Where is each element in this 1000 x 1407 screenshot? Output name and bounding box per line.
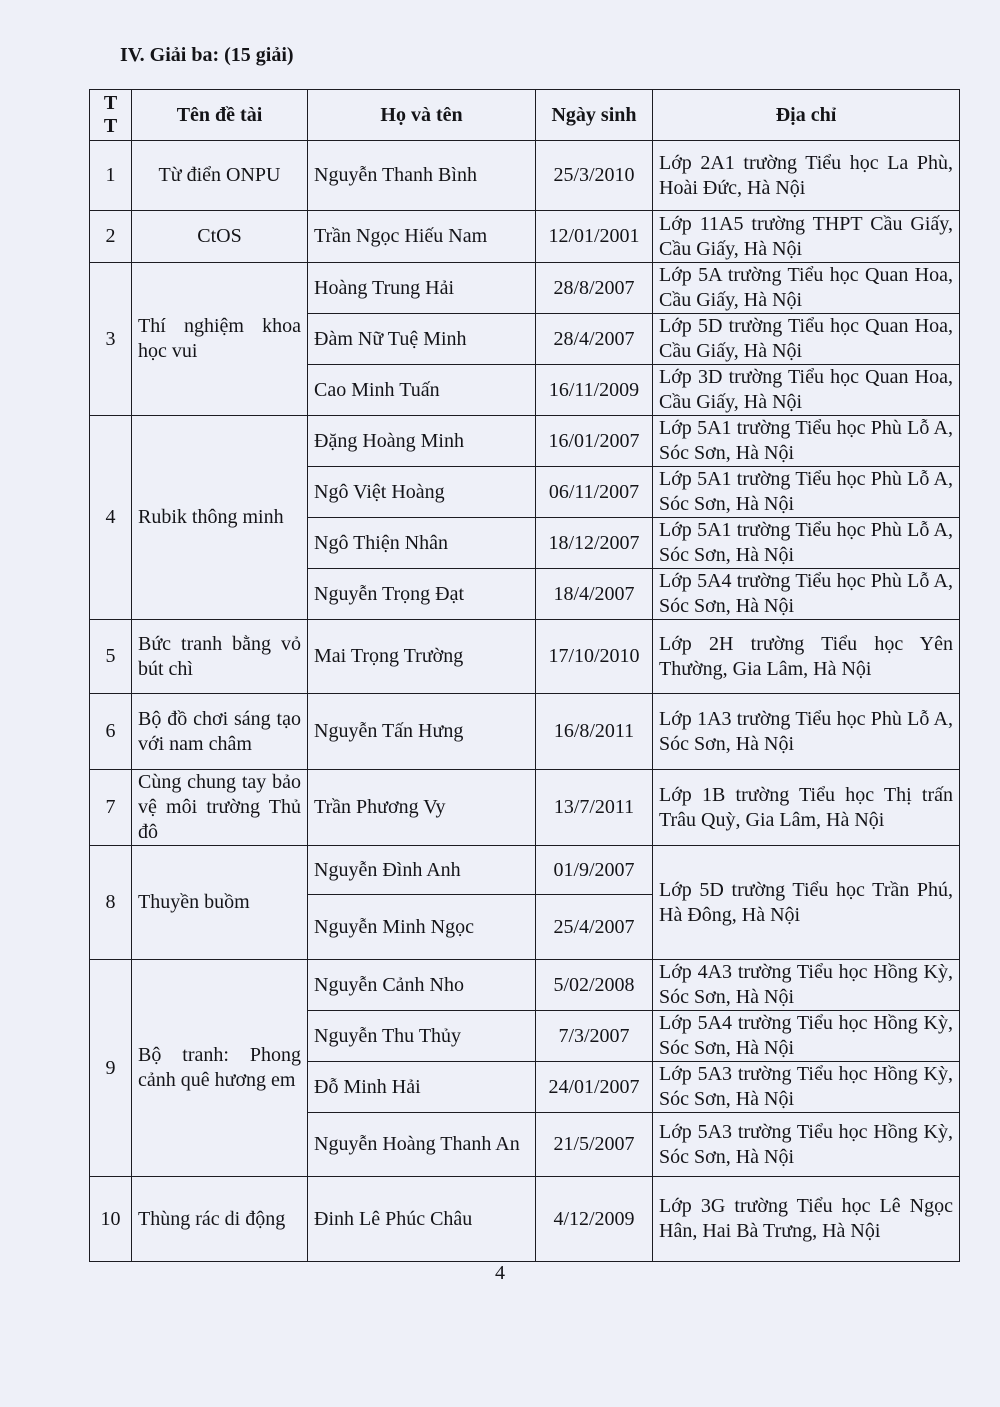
cell-name: Đặng Hoàng Minh — [308, 416, 536, 467]
cell-name: Hoàng Trung Hải — [308, 263, 536, 314]
col-header-tt — [90, 90, 132, 141]
cell-dob: 18/4/2007 — [536, 569, 653, 620]
cell-name: Đàm Nữ Tuệ Minh — [308, 314, 536, 365]
cell-address: Lớp 3D trường Tiểu học Quan Hoa, Cầu Giấy, Hà Nội — [653, 365, 960, 416]
cell-stt: 3 — [90, 263, 132, 416]
cell-name: Đỗ Minh Hải — [308, 1062, 536, 1113]
table-header-row — [90, 90, 960, 141]
cell-stt: 5 — [90, 620, 132, 694]
cell-name: Trần Phương Vy — [308, 770, 536, 846]
col-header-tt-line2: T — [103, 115, 118, 137]
cell-dob: 7/3/2007 — [536, 1011, 653, 1062]
cell-name: Nguyễn Minh Ngọc — [308, 895, 536, 960]
cell-address: Lớp 5A4 trường Tiểu học Phù Lỗ A, Sóc Sơn, Hà Nội — [653, 569, 960, 620]
cell-dob: 06/11/2007 — [536, 467, 653, 518]
cell-name: Ngô Thiện Nhân — [308, 518, 536, 569]
col-header-address: Địa chỉ — [653, 90, 960, 141]
cell-stt: 1 — [90, 141, 132, 211]
cell-name: Nguyễn Đình Anh — [308, 846, 536, 895]
cell-topic: Cùng chung tay bảo vệ môi trường Thủ đô — [132, 770, 308, 846]
cell-dob: 18/12/2007 — [536, 518, 653, 569]
cell-name: Nguyễn Thu Thủy — [308, 1011, 536, 1062]
cell-topic: Thuyền buồm — [132, 846, 308, 960]
cell-dob: 13/7/2011 — [536, 770, 653, 846]
cell-topic: CtOS — [132, 211, 308, 263]
cell-dob: 24/01/2007 — [536, 1062, 653, 1113]
cell-name: Ngô Việt Hoàng — [308, 467, 536, 518]
awards-table — [89, 89, 960, 1262]
cell-address: Lớp 5A3 trường Tiểu học Hồng Kỳ, Sóc Sơn, Hà Nội — [653, 1062, 960, 1113]
cell-address: Lớp 11A5 trường THPT Cầu Giấy, Cầu Giấy, Hà Nội — [653, 211, 960, 263]
col-header-name: Họ và tên — [308, 90, 536, 141]
cell-dob: 25/4/2007 — [536, 895, 653, 960]
cell-dob: 21/5/2007 — [536, 1113, 653, 1177]
cell-topic: Từ điển ONPU — [132, 141, 308, 211]
cell-stt: 2 — [90, 211, 132, 263]
cell-address: Lớp 2H trường Tiểu học Yên Thường, Gia Lâm, Hà Nội — [653, 620, 960, 694]
cell-address: Lớp 3G trường Tiểu học Lê Ngọc Hân, Hai Bà Trưng, Hà Nội — [653, 1177, 960, 1262]
cell-topic: Bộ đồ chơi sáng tạo với nam châm — [132, 694, 308, 770]
table-row — [90, 263, 960, 314]
cell-dob: 16/8/2011 — [536, 694, 653, 770]
col-header-tt-line1: T — [103, 92, 118, 114]
table-row — [90, 620, 960, 694]
cell-dob: 16/11/2009 — [536, 365, 653, 416]
table-row — [90, 416, 960, 467]
table-row — [90, 960, 960, 1011]
section-heading: IV. Giải ba: (15 giải) — [120, 44, 294, 66]
cell-address: Lớp 1A3 trường Tiểu học Phù Lỗ A, Sóc Sơn, Hà Nội — [653, 694, 960, 770]
cell-dob: 25/3/2010 — [536, 141, 653, 211]
cell-address: Lớp 1B trường Tiểu học Thị trấn Trâu Quỳ, Gia Lâm, Hà Nội — [653, 770, 960, 846]
cell-name: Nguyễn Hoàng Thanh An — [308, 1113, 536, 1177]
cell-dob: 17/10/2010 — [536, 620, 653, 694]
cell-topic: Bộ tranh: Phong cảnh quê hương em — [132, 960, 308, 1177]
cell-address: Lớp 5A3 trường Tiểu học Hồng Kỳ, Sóc Sơn, Hà Nội — [653, 1113, 960, 1177]
cell-stt: 10 — [90, 1177, 132, 1262]
cell-topic: Bức tranh bằng vỏ bút chì — [132, 620, 308, 694]
cell-dob: 28/4/2007 — [536, 314, 653, 365]
cell-stt: 8 — [90, 846, 132, 960]
cell-stt: 4 — [90, 416, 132, 620]
cell-topic: Thí nghiệm khoa học vui — [132, 263, 308, 416]
cell-name: Mai Trọng Trường — [308, 620, 536, 694]
cell-stt: 7 — [90, 770, 132, 846]
cell-name: Trần Ngọc Hiếu Nam — [308, 211, 536, 263]
cell-dob: 28/8/2007 — [536, 263, 653, 314]
cell-address: Lớp 5D trường Tiểu học Quan Hoa, Cầu Giấy, Hà Nội — [653, 314, 960, 365]
cell-address: Lớp 5A1 trường Tiểu học Phù Lỗ A, Sóc Sơn, Hà Nội — [653, 467, 960, 518]
cell-address: Lớp 4A3 trường Tiểu học Hồng Kỳ, Sóc Sơn, Hà Nội — [653, 960, 960, 1011]
cell-name: Nguyễn Trọng Đạt — [308, 569, 536, 620]
cell-stt: 9 — [90, 960, 132, 1177]
table-row — [90, 846, 960, 895]
cell-name: Nguyễn Tấn Hưng — [308, 694, 536, 770]
cell-dob: 5/02/2008 — [536, 960, 653, 1011]
cell-dob: 12/01/2001 — [536, 211, 653, 263]
table-row — [90, 141, 960, 211]
page-number: 4 — [495, 1262, 505, 1284]
cell-topic: Rubik thông minh — [132, 416, 308, 620]
cell-name: Nguyễn Cảnh Nho — [308, 960, 536, 1011]
table-row — [90, 770, 960, 846]
cell-address: Lớp 5D trường Tiểu học Trần Phú, Hà Đông, Hà Nội — [653, 846, 960, 960]
cell-address: Lớp 5A4 trường Tiểu học Hồng Kỳ, Sóc Sơn, Hà Nội — [653, 1011, 960, 1062]
table-row — [90, 211, 960, 263]
cell-name: Đinh Lê Phúc Châu — [308, 1177, 536, 1262]
cell-dob: 16/01/2007 — [536, 416, 653, 467]
cell-topic: Thùng rác di động — [132, 1177, 308, 1262]
table-row — [90, 1177, 960, 1262]
cell-name: Nguyễn Thanh Bình — [308, 141, 536, 211]
table-row — [90, 694, 960, 770]
cell-dob: 01/9/2007 — [536, 846, 653, 895]
cell-name: Cao Minh Tuấn — [308, 365, 536, 416]
cell-address: Lớp 5A trường Tiểu học Quan Hoa, Cầu Giấy, Hà Nội — [653, 263, 960, 314]
col-header-topic: Tên đề tài — [132, 90, 308, 141]
cell-address: Lớp 5A1 trường Tiểu học Phù Lỗ A, Sóc Sơn, Hà Nội — [653, 416, 960, 467]
cell-dob: 4/12/2009 — [536, 1177, 653, 1262]
col-header-dob: Ngày sinh — [536, 90, 653, 141]
cell-stt: 6 — [90, 694, 132, 770]
cell-address: Lớp 5A1 trường Tiểu học Phù Lỗ A, Sóc Sơn, Hà Nội — [653, 518, 960, 569]
cell-address: Lớp 2A1 trường Tiểu học La Phù, Hoài Đức, Hà Nội — [653, 141, 960, 211]
